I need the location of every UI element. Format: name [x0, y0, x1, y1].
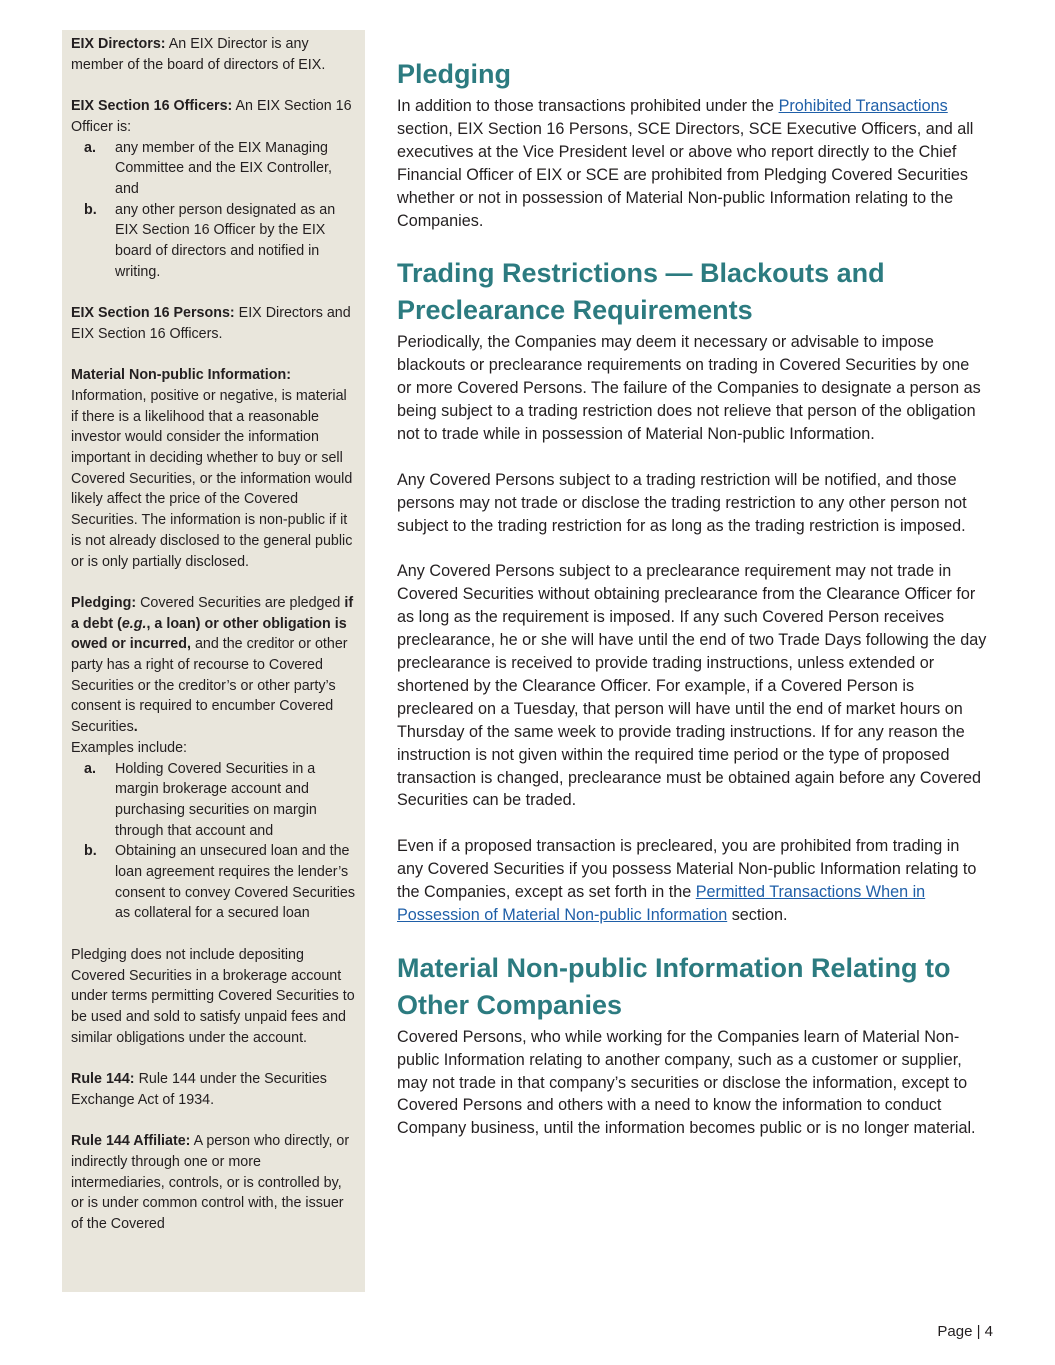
examples-intro: Examples include:: [71, 739, 188, 756]
list-item-text: any other person designated as an EIX Section 16 Officer by the EIX board of directors and notified in writing.: [115, 201, 336, 280]
permitted-transactions-link[interactable]: Permitted Transactions When in Possession of Material Non-public Information: [397, 883, 926, 924]
term-label: EIX Section 16 Officers:: [71, 98, 233, 115]
def-material-nonpublic-information: [71, 365, 357, 572]
term-label: Pledging:: [71, 594, 137, 611]
list-marker: b.: [84, 843, 97, 860]
list-item: [71, 138, 357, 200]
paragraph: In addition to those transactions prohibited under the Prohibited Transactions section, EIX Section 16 Persons, SCE Directors, SCE Executive Officers, and all executives at the Vice President level or above who report directly to the Chief Financial Officer of EIX or SCE are prohibited from Pledging Covered Securities whether or not in possession of Material Non-public Information relating to the Companies.: [397, 97, 974, 230]
definition-text: and the creditor or other party has a right of recourse to Covered Securities or the creditor’s or other party’s consent is required to encumber Covered Securities: [71, 636, 348, 736]
pledging-examples-list: [71, 759, 357, 925]
definition-text: An EIX Director is any member of the board of directors of EIX.: [71, 36, 326, 73]
page-number: Page | 4: [937, 1323, 993, 1340]
section-heading: Trading Restrictions — Blackouts and Preclearance Requirements: [397, 258, 885, 326]
list-item: [71, 841, 357, 924]
section-pledging: [397, 56, 987, 232]
def-rule-144: [71, 1069, 357, 1110]
list-marker: a.: [84, 139, 96, 156]
def-pledging: Pledging: Covered Securities are pledged if a debt (e.g., a loan) or other obligation is owed or incurred, and the creditor or other party has a right of recourse to Covered Securities or the creditor’s or other party’s consent is required to encumber Covered Securities. Examples include:: [71, 594, 354, 756]
list-item-text: any member of the EIX Managing Committee and the EIX Controller, and: [115, 139, 332, 197]
definition-text: Covered Securities are pledged: [140, 594, 341, 611]
term-label: Rule 144 Affiliate:: [71, 1133, 191, 1150]
pledging-exclusion: Pledging does not include depositing Covered Securities in a brokerage account under terms permitting Covered Securities to be used and sold to satisfy unpaid fees and similar obligations under the account.: [71, 946, 355, 1046]
term-label: Material Non-public Information:: [71, 367, 292, 384]
section-trading-restrictions: [397, 255, 987, 927]
main-content: [397, 56, 987, 1163]
paragraph: Even if a proposed transaction is precleared, you are prohibited from trading in any Covered Securities if you possess Material Non-public Information relating to the Companies, except as set forth in the Permitted Transactions When in Possession of Material Non-public Information section.: [397, 837, 977, 924]
def-eix-directors: [71, 34, 357, 75]
list-marker: a.: [84, 760, 96, 777]
officers-list: [71, 138, 357, 283]
definitions-sidebar: [62, 30, 365, 1292]
section-other-companies: [397, 950, 987, 1141]
list-item-text: Obtaining an unsecured loan and the loan agreement requires the lender’s consent to convey Covered Securities as collateral for a secured loan: [115, 843, 355, 922]
def-eix-section16-officers: [71, 96, 357, 137]
definition-emphasis: if a debt (e.g., a loan) or other obligation is owed or incurred,: [71, 594, 354, 653]
paragraph: Any Covered Persons subject to a trading restriction will be notified, and those persons may not trade or disclose the trading restriction to any other person not subject to the trading restriction for as long as the trading restriction is imposed.: [397, 470, 967, 535]
definition-text: An EIX Section 16 Officer is:: [71, 98, 352, 135]
term-label: EIX Section 16 Persons:: [71, 305, 235, 322]
def-rule-144-affiliate: [71, 1131, 357, 1235]
definition-text: Rule 144 under the Securities Exchange Act of 1934.: [71, 1071, 327, 1108]
def-eix-section16-persons: [71, 303, 357, 344]
paragraph: Covered Persons, who while working for the Companies learn of Material Non-public Information relating to another company, such as a customer or supplier, may not trade in that company’s securities or disclose the information, except to Covered Persons and others with a need to know the information to conduct Company business, until the information becomes public or is no longer material.: [397, 1027, 976, 1138]
definition-text: EIX Directors and EIX Section 16 Officers.: [71, 305, 351, 342]
paragraph: Periodically, the Companies may deem it necessary or advisable to impose blackouts or preclearance requirements on trading in Covered Securities by one or more Covered Persons. The failure of the Companies to designate a person as being subject to a trading restriction does not relieve that person of the obligation not to trade while in possession of Material Non-public Information.: [397, 333, 981, 443]
prohibited-transactions-link[interactable]: Prohibited Transactions: [778, 97, 948, 115]
list-item: [71, 759, 357, 842]
term-label: Rule 144:: [71, 1071, 135, 1088]
paragraph: Any Covered Persons subject to a preclearance requirement may not trade in Covered Securities without obtaining preclearance from the Clearance Officer for as long as the requirement is imposed. If any such Covered Person receives preclearance, he or she will have until the end of two Trade Days following the day preclearance is received to provide trading instructions, unless extended or shortened by the Clearance Officer. For example, if a Covered Person is precleared on a Tuesday, that person will have until the end of market hours on Thursday of the same week to provide trading instructions. If for any reason the instruction is not given within the required time period or the type of proposed transaction is changed, preclearance must be obtained again before any Covered Securities can be traded.: [397, 562, 987, 810]
definition-text: Information, positive or negative, is material if there is a likelihood that a reasonable investor would consider the information important in deciding whether to buy or sell Covered Securities, or the information would likely affect the price of the Covered Securities. The information is non-public if it is not already disclosed to the general public or is only partially disclosed.: [71, 387, 353, 570]
section-heading: Pledging: [397, 59, 511, 89]
list-item-text: Holding Covered Securities in a margin brokerage account and purchasing securities on margin through that account and: [115, 760, 317, 839]
term-label: EIX Directors:: [71, 36, 166, 52]
definition-text: A person who directly, or indirectly through one or more intermediaries, controls, or is controlled by, or is under common control with, the issuer of the Covered: [71, 1133, 350, 1232]
list-marker: b.: [84, 201, 97, 218]
list-item: [71, 200, 357, 283]
section-heading: Material Non-public Information Relating to Other Companies: [397, 952, 951, 1020]
